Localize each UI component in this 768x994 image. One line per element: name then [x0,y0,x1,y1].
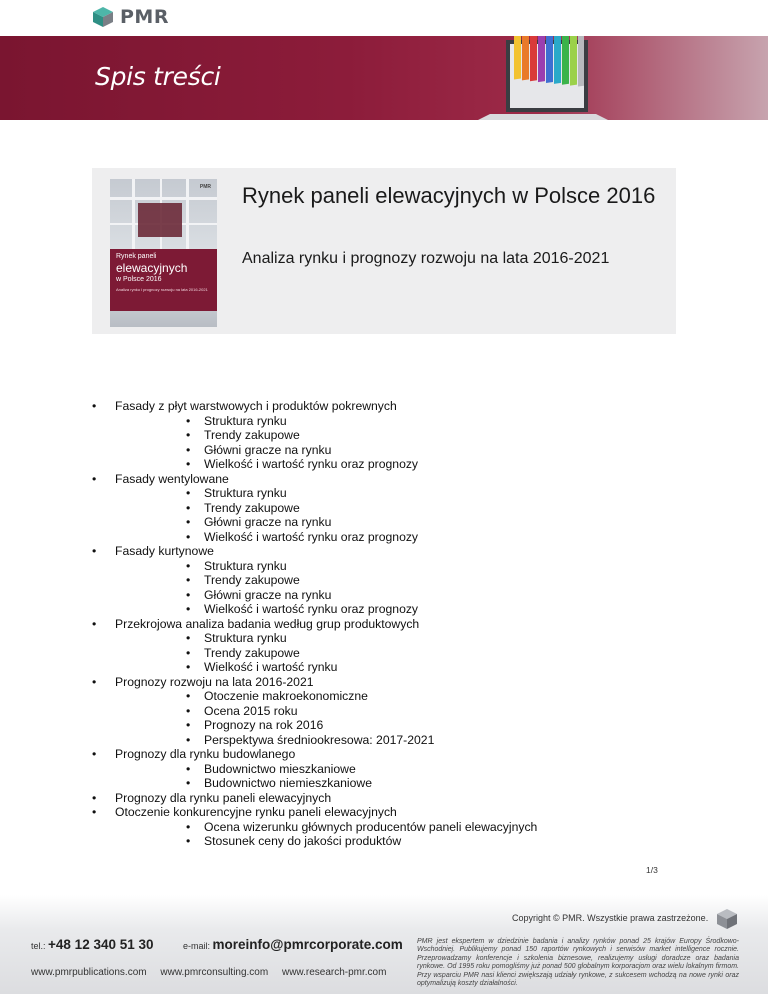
toc-section-item: • Otoczenie konkurencyjne rynku paneli elewacyjnych [92,805,712,820]
toc-subsection-item: • Budownictwo niemieszkaniowe [92,776,712,791]
toc-section-item: • Prognozy dla rynku budowlanego [92,747,712,762]
cover-line-4: Analiza rynku i prognozy rozwoju na lata 2016-2021 [116,287,208,292]
report-subtitle: Analiza rynku i prognozy rozwoju na lata 2016-2021 [242,250,610,267]
toc-subsection-item: • Struktura rynku [92,631,712,646]
copyright-text: Copyright © PMR. Wszystkie prawa zastrzeżone. [512,913,709,923]
pmr-logo[interactable] [92,6,169,28]
phone-number[interactable]: +48 12 340 51 30 [48,937,154,952]
report-cover-image[interactable] [110,179,217,327]
pmr-cube-icon [92,6,114,28]
email-link[interactable]: moreinfo@pmrcorporate.com [212,937,403,952]
toc-subsection-item: • Struktura rynku [92,559,712,574]
logo-text: PMR [120,6,169,28]
toc-section-item: • Przekrojowa analiza badania według grup produktowych [92,617,712,632]
laptop-folders-illustration [468,36,618,120]
footer [0,895,768,994]
toc-subsection-item: • Ocena wizerunku głównych producentów paneli elewacyjnych [92,820,712,835]
toc-subsection-item: • Główni gracze na rynku [92,515,712,530]
toc-subsection-item: • Wielkość i wartość rynku oraz prognozy [92,457,712,472]
report-title: Rynek paneli elewacyjnych w Polsce 2016 [242,183,656,208]
cover-logo: PMR [199,184,211,190]
toc-subsection-item: • Stosunek ceny do jakości produktów [92,834,712,849]
toc-subsection-item: • Struktura rynku [92,414,712,429]
toc-subsection-item: • Trendy zakupowe [92,573,712,588]
about-pmr-text: PMR jest ekspertem w dziedzinie badania i analizy rynków ponad 25 krajów Europy Środkowo-Wschodniej. Publikujemy ponad 150 raportów rynkowych i serwisów market intelligence rocznie. Przeprowadzamy konferencje i szkolenia biznesowe, realizujemy usługi doradcze oraz badania rynkowe. Od 1995 roku pomogliśmy już ponad 500 globalnym korporacjom oraz wielu lokalnym firmom. Przy wsparciu PMR nasi klienci zwiększają udziały rynkowe, z sukcesem wchodzą na nowe rynki oraz optymalizują koszty działalności. [417,938,739,988]
toc-subsection-item: • Prognozy na rok 2016 [92,718,712,733]
toc-subsection-item: • Główni gracze na rynku [92,443,712,458]
toc-subsection-item: • Struktura rynku [92,486,712,501]
email-label: e-mail: [183,941,211,951]
toc-subsection-item: • Trendy zakupowe [92,428,712,443]
toc-subsection-item: • Otoczenie makroekonomiczne [92,689,712,704]
toc-subsection-item: • Perspektywa średniookresowa: 2017-2021 [92,733,712,748]
report-card [92,168,676,334]
banner-title: Spis treści [95,62,221,91]
header-banner [0,36,768,120]
table-of-contents [92,399,712,849]
toc-subsection-item: • Trendy zakupowe [92,501,712,516]
link-pmrpublications[interactable]: www.pmrpublications.com [31,967,147,978]
toc-section-item: • Fasady kurtynowe [92,544,712,559]
toc-subsection-item: • Trendy zakupowe [92,646,712,661]
email-contact [183,937,403,952]
cover-line-3: w Polsce 2016 [116,276,162,283]
cover-line-2: elewacyjnych [116,261,188,275]
link-research-pmr[interactable]: www.research-pmr.com [281,967,387,978]
toc-section-item: • Prognozy rozwoju na lata 2016-2021 [92,675,712,690]
toc-section-item: • Fasady wentylowane [92,472,712,487]
toc-subsection-item: • Ocena 2015 roku [92,704,712,719]
link-pmrconsulting[interactable]: www.pmrconsulting.com [160,967,269,978]
pmr-cube-icon [716,908,738,930]
toc-subsection-item: • Wielkość i wartość rynku [92,660,712,675]
toc-section-item: • Fasady z płyt warstwowych i produktów pokrewnych [92,399,712,414]
phone-label: tel.: [31,941,46,951]
footer-links [31,967,397,978]
toc-section-item: • Prognozy dla rynku paneli elewacyjnych [92,791,712,806]
toc-subsection-item: • Główni gracze na rynku [92,588,712,603]
toc-subsection-item: • Budownictwo mieszkaniowe [92,762,712,777]
toc-subsection-item: • Wielkość i wartość rynku oraz prognozy [92,530,712,545]
cover-line-1: Rynek paneli [116,253,157,260]
page-number: 1/3 [646,865,658,875]
toc-subsection-item: • Wielkość i wartość rynku oraz prognozy [92,602,712,617]
phone-contact [31,937,154,952]
